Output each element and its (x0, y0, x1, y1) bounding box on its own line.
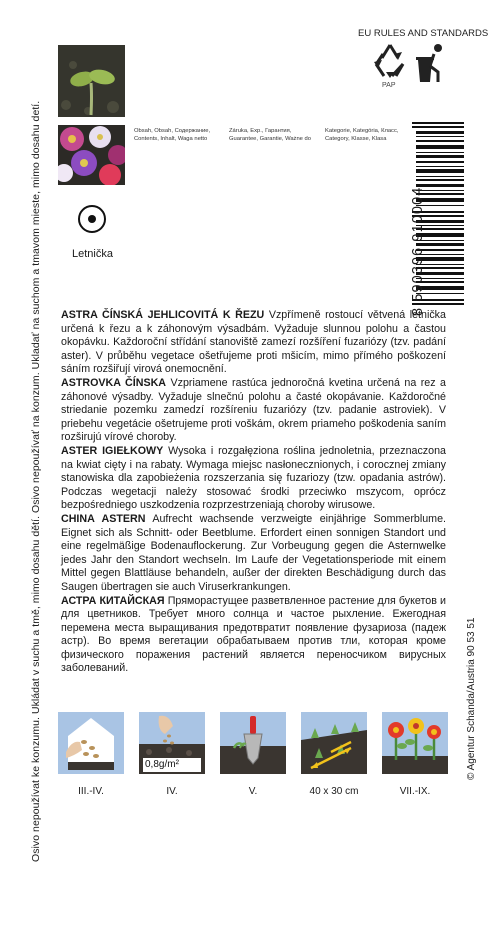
barcode-number: 8 590396 910004 (410, 186, 426, 316)
info-guarantee: Záruka, Exp., Гарантия, Guarantee, Garantie, Ważne do (229, 128, 311, 142)
spacing-icon (301, 712, 367, 774)
pictogram-caption-4: 40 x 30 cm (309, 786, 359, 797)
description-de: CHINA ASTERN Aufrecht wachsende verzweigte einjährige Sommerblume. Eignet sich als Schnitt- oder Beetblume. Erfordert einen sonnigen Standort und eine regelmäßige Bodenauflockerung. Zur Vorbeugung gegen die Asternwelke jedes Jahr den Standort wechseln. Im Laufe der Vegetationsperiode mit einem Mittel gegen Blattläuse behandeln, außer der direkten Beschädigung durch das Saugen übertragen sie auch Viruserkrankungen. (61, 513, 446, 593)
storage-warning-text: Osivo nepoužívat ke konzumu. Ukládat v suchu a tmě, mimo dosahu dětí. Osivo nepoužívať na konzum. Ukladať na suchom a tmavom mieste, mimo dosahu detí. (30, 100, 42, 862)
recycle-icon (372, 42, 408, 85)
pictogram-caption-2: IV. (166, 786, 178, 797)
flowering-icon (382, 712, 448, 774)
pap-label: PAP (382, 82, 396, 89)
aster-flowers-photo (58, 125, 125, 185)
description-block (61, 309, 446, 676)
seedling-photo (58, 45, 125, 117)
waste-bin-icon (410, 42, 446, 91)
sowing-outdoors-icon (139, 712, 205, 774)
trowel-planting-icon (220, 712, 286, 774)
eu-standards-label: EU RULES AND STANDARDS (358, 28, 489, 39)
pictogram-caption-1: III.-IV. (78, 786, 104, 797)
info-category: Kategorie, Kategória, Класс, Category, Klasse, Klasa (325, 128, 399, 142)
copyright-text: © Agentur Schanda/Austria 90 53 51 (466, 617, 477, 780)
description-cz: ASTRA ČÍNSKÁ JEHLICOVITÁ K ŘEZU Vzpřímeně rostoucí větvená letnička určená k řezu a k záhonovým výsadbám. Vyžaduje slunnou polohu a častou okopávku. Každoroční střídání stanoviště zamezí rozšíření fuzariózy (tzv. padání aster). V průběhu vegetace ošetřujeme proti mšicím, mimo přímého poškození sáním rozšiřují virová onemocnění. (61, 309, 446, 375)
sowing-indoors-icon (58, 712, 124, 774)
info-contents: Obsah, Obsah, Содержание, Contents, Inhalt, Waga netto (134, 128, 211, 142)
pictogram-caption-5: VII.-IX. (399, 786, 431, 797)
description-ru: АСТРА КИТАЙСКАЯ Пряморастущее разветвленное растение для букетов и для цветников. Требует много солнца и частое рыхление. Ежегодная перемена места выращивания предотвратит появление фузариоза (падеж астр). Во время вегетации обрабатываем против тли, которая кроме физического поражения растений является переносчиком вирусных заболеваний. (61, 594, 446, 674)
seed-rate-label: 0,8g/m² (145, 759, 179, 770)
pictogram-caption-3: V. (248, 786, 258, 797)
annual-label: Letnička (72, 248, 113, 260)
annual-plant-icon (78, 205, 106, 233)
pictogram-row (58, 712, 448, 774)
description-pl: ASTER IGIEŁKOWY Wysoka i rozgałęziona roślina jednoletnia, przeznaczona na kwiat cięty i na rabaty. Wymaga miejsc nasłonecznionych, i corocznej zmiany stanowiska dla zapobieżenia rozszerzania się fuzariozy (tzw. opadania astrów). Podczas wegetacji należy stosować środki przeciwko mszycom, oprócz bezpośredniego uszkodzenia rozprzestrzeniają choroby wirusowe. (61, 445, 446, 511)
description-sk: ASTROVKA ČÍNSKA Vzpriamene rastúca jednoročná kvetina určená na rez a záhonové výsadby. Vyžaduje slnečnú polohu a časté okopávanie. Každoročné striedanie pozemku zamedzí rozšíreniu fuzariózy (tzv. padanie astroviek). V priebehu vegetácie ošetrujeme proti voškám, okrem priameho poškodenia saním rozširujú vírové choroby. (61, 377, 447, 443)
